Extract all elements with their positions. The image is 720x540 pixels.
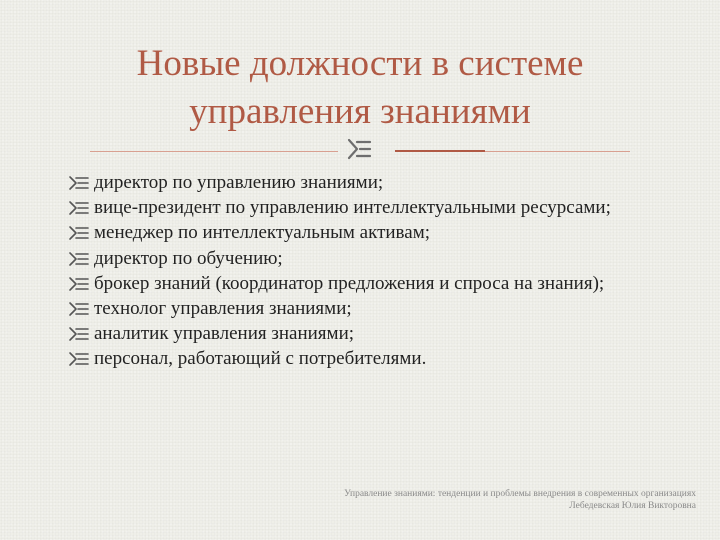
title-divider-left [90,151,338,152]
title-ornament-icon [343,136,373,162]
footer-topic: Управление знаниями: тенденции и проблемы внедрения в современных организациях [344,489,696,499]
list-item [68,271,668,296]
list-ornament-icon [68,200,90,216]
list-ornament-icon [68,326,90,342]
list-ornament-icon [68,175,90,191]
list-item [68,170,668,195]
bullet-list [68,170,668,372]
slide-title [60,40,660,136]
list-ornament-icon [68,301,90,317]
title-divider-accent [395,150,485,152]
list-item-text: аналитик управления знаниями; [94,323,355,345]
list-ornament-icon [68,351,90,367]
list-item [68,321,668,346]
list-item [68,346,668,371]
slide-title-line-1: Новые должности в системе [136,43,584,84]
list-item [68,296,668,321]
list-item-text: директор по обучению; [94,247,283,269]
list-item-text: менеджер по интеллектуальным активам; [94,222,430,244]
list-item [68,246,668,271]
list-ornament-icon [68,251,90,267]
slide-title-line-2: управления знаниями [189,91,531,132]
list-item [68,220,668,245]
footer-author: Лебедевская Юлия Викторовна [569,501,696,511]
list-ornament-icon [68,225,90,241]
list-item [68,195,668,220]
list-item-text: технолог управления знаниями; [94,298,352,320]
list-item-text: персонал, работающий с потребителями. [94,348,427,370]
list-item-text: вице-президент по управлению интеллектуальными ресурсами; [94,197,611,219]
list-item-text: брокер знаний (координатор предложения и спроса на знания); [94,272,605,294]
slide-footer [226,488,696,512]
list-ornament-icon [68,276,90,292]
list-item-text: директор по управлению знаниями; [94,172,384,193]
